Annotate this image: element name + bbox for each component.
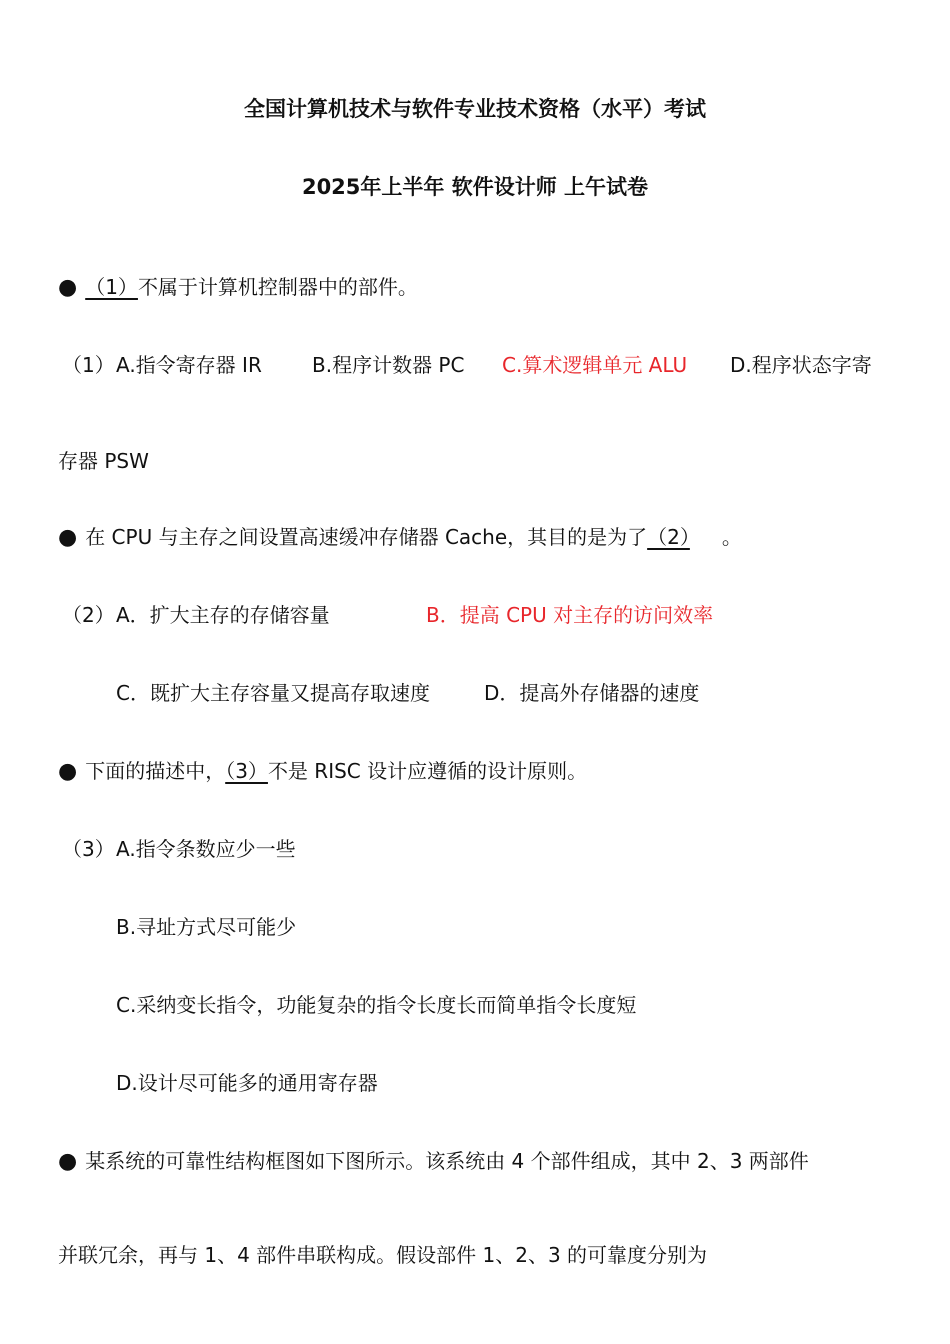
option-number: （3）	[62, 837, 115, 861]
question-1-options	[62, 352, 115, 378]
question-text: 某系统的可靠性结构框图如下图所示。该系统由 4 个部件组成，其中 2、3 两部件	[85, 1149, 809, 1173]
question-end: 。	[721, 525, 742, 549]
question-4-stem-continued: 并联冗余，再与 1、4 部件串联构成。假设部件 1、2、3 的可靠度分别为	[58, 1243, 708, 1267]
question-text: 在 CPU 与主存之间设置高速缓冲存储器 Cache，其目的是为了	[85, 525, 648, 549]
bullet-icon: ●	[58, 525, 78, 550]
option-b: B.寻址方式尽可能少	[116, 915, 297, 939]
option-d: D.设计尽可能多的通用寄存器	[116, 1071, 378, 1095]
exam-subtitle: 2025年上半年 软件设计师 上午试卷	[301, 175, 649, 199]
bullet-icon: ●	[58, 275, 78, 300]
option-b: B.程序计数器 PC	[312, 353, 465, 377]
question-text: 下面的描述中，	[85, 759, 226, 783]
exam-title: 全国计算机技术与软件专业技术资格（水平）考试	[244, 97, 706, 121]
option-c: C．既扩大主存容量又提高存取速度	[116, 681, 430, 705]
option-number: （1）	[62, 353, 115, 377]
question-3-stem	[58, 758, 587, 785]
bullet-icon: ●	[58, 1149, 78, 1174]
answer-blank: （2）	[647, 525, 690, 549]
option-b-correct: B．提高 CPU 对主存的访问效率	[426, 603, 714, 627]
bullet-icon: ●	[58, 759, 78, 784]
option-a: A.指令条数应少一些	[116, 837, 296, 861]
option-c: C.采纳变长指令，功能复杂的指令长度长而简单指令长度短	[116, 993, 637, 1017]
option-c-correct: C.算术逻辑单元 ALU	[502, 353, 688, 377]
option-d: D.程序状态字寄	[730, 353, 872, 377]
option-number: （2）	[62, 603, 115, 627]
option-d-continued: 存器 PSW	[58, 449, 149, 473]
answer-blank: （1）	[85, 275, 138, 299]
question-2-stem	[58, 524, 742, 551]
option-a: A．扩大主存的存储容量	[116, 603, 330, 627]
option-a: A.指令寄存器 IR	[116, 353, 262, 377]
question-text: 不是 RISC 设计应遵循的设计原则。	[267, 759, 588, 783]
question-4-stem	[58, 1148, 809, 1175]
question-1-stem	[58, 274, 418, 301]
question-text: 不属于计算机控制器中的部件。	[137, 275, 418, 299]
answer-blank: （3）	[225, 759, 268, 783]
option-d: D．提高外存储器的速度	[484, 681, 700, 705]
